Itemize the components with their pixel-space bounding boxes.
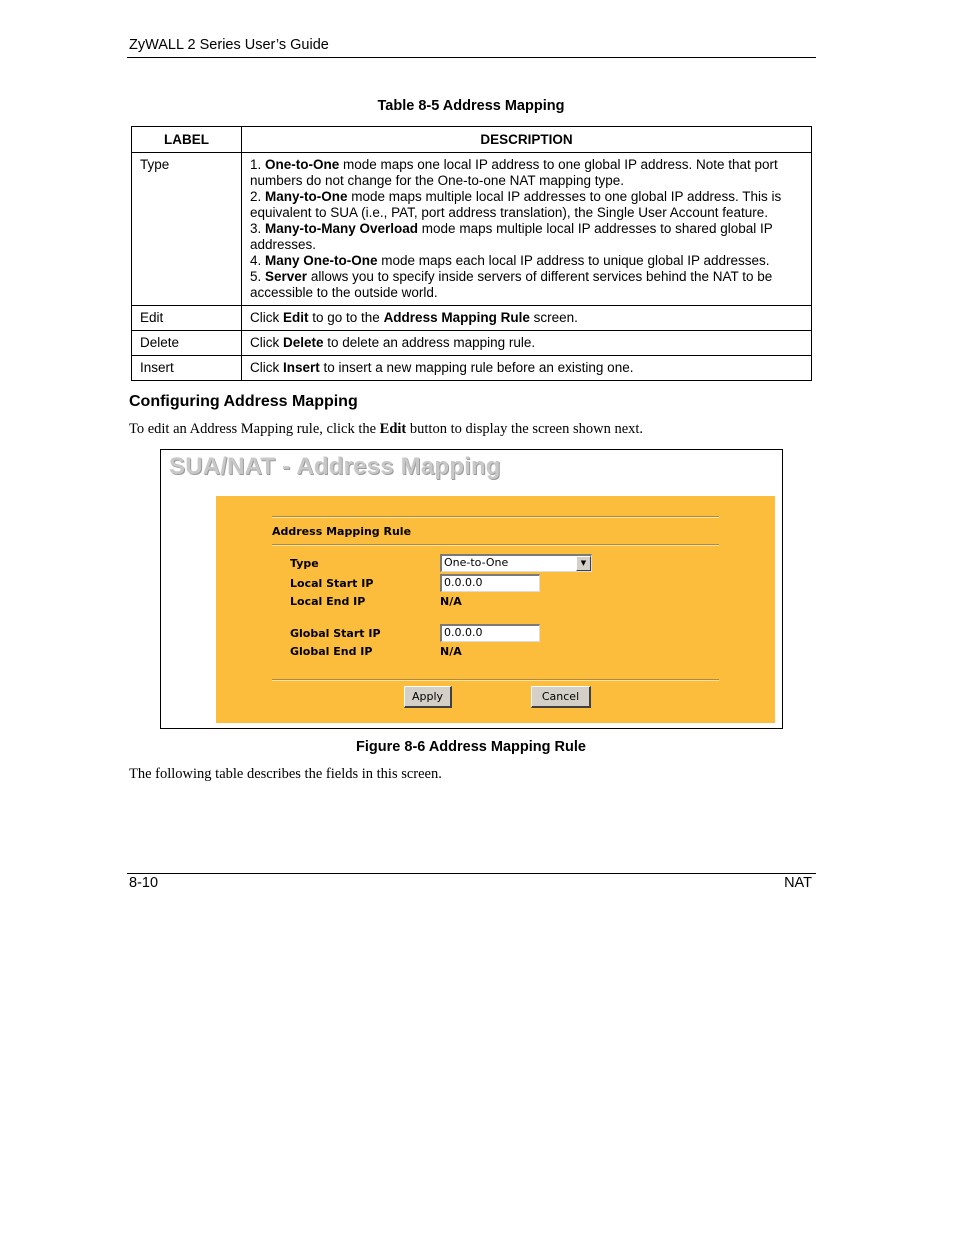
description-line: 2. Many-to-One mode maps multiple local IP addresses to one global IP address. This is — [250, 189, 782, 204]
type-label: Type — [290, 557, 319, 570]
row-description: Click Insert to insert a new mapping rule before an existing one. — [242, 356, 812, 381]
form-section-label: Address Mapping Rule — [272, 525, 412, 538]
local-start-ip-label: Local Start IP — [290, 577, 374, 590]
description-line: 3. Many-to-Many Overload mode maps multiple local IP addresses to shared global IP — [250, 221, 773, 236]
column-header-label: LABEL — [132, 127, 242, 153]
type-select-value: One-to-One — [444, 556, 509, 569]
local-end-ip-value: N/A — [440, 595, 462, 608]
row-label: Insert — [132, 356, 242, 381]
column-header-description: DESCRIPTION — [242, 127, 812, 153]
local-end-ip-label: Local End IP — [290, 595, 366, 608]
global-start-ip-input[interactable]: 0.0.0.0 — [440, 624, 540, 642]
table-header-row — [132, 127, 812, 153]
table-row — [132, 356, 812, 381]
address-mapping-table — [131, 126, 812, 381]
row-label: Type — [132, 153, 242, 306]
intro-paragraph: To edit an Address Mapping rule, click the Edit button to display the screen shown next. — [129, 421, 644, 437]
section-heading: Configuring Address Mapping — [129, 393, 358, 410]
divider — [272, 544, 719, 546]
row-description: Click Edit to go to the Address Mapping Rule screen. — [242, 306, 812, 331]
following-paragraph: The following table describes the fields in this screen. — [129, 766, 442, 782]
type-select[interactable] — [440, 554, 592, 572]
apply-button[interactable]: Apply — [404, 686, 452, 708]
cancel-button[interactable]: Cancel — [531, 686, 591, 708]
description-line: accessible to the outside world. — [250, 285, 438, 300]
chevron-down-icon[interactable]: ▼ — [576, 556, 591, 571]
page-number: 8-10 — [129, 875, 159, 891]
description-line: addresses. — [250, 237, 317, 252]
global-end-ip-label: Global End IP — [290, 645, 373, 658]
description-line: numbers do not change for the One-to-one NAT mapping type. — [250, 173, 624, 188]
description-line: 4. Many One-to-One mode maps each local IP address to unique global IP addresses. — [250, 253, 770, 268]
global-start-ip-label: Global Start IP — [290, 627, 381, 640]
description-line: 5. Server allows you to specify inside servers of different services behind the NAT to be — [250, 269, 773, 284]
header-rule — [127, 57, 816, 58]
row-description — [242, 153, 812, 306]
figure-screenshot — [160, 449, 783, 729]
description-line: equivalent to SUA (i.e., PAT, port address translation), the Single User Account feature. — [250, 205, 769, 220]
screen-title: SUA/NAT - Address Mapping — [169, 453, 501, 480]
chapter-name: NAT — [784, 875, 812, 891]
table-row — [132, 306, 812, 331]
divider — [272, 679, 719, 681]
row-label: Delete — [132, 331, 242, 356]
form-panel — [216, 496, 775, 723]
table-row — [132, 153, 812, 306]
local-start-ip-input[interactable]: 0.0.0.0 — [440, 574, 540, 592]
row-description: Click Delete to delete an address mapping rule. — [242, 331, 812, 356]
description-line: 1. One-to-One mode maps one local IP address to one global IP address. Note that port — [250, 157, 778, 172]
divider — [272, 516, 719, 518]
table-caption: Table 8-5 Address Mapping — [377, 98, 565, 114]
table-row — [132, 331, 812, 356]
row-label: Edit — [132, 306, 242, 331]
figure-caption: Figure 8-6 Address Mapping Rule — [356, 739, 586, 755]
global-end-ip-value: N/A — [440, 645, 462, 658]
footer-rule — [127, 873, 816, 874]
running-header: ZyWALL 2 Series User’s Guide — [129, 37, 329, 53]
